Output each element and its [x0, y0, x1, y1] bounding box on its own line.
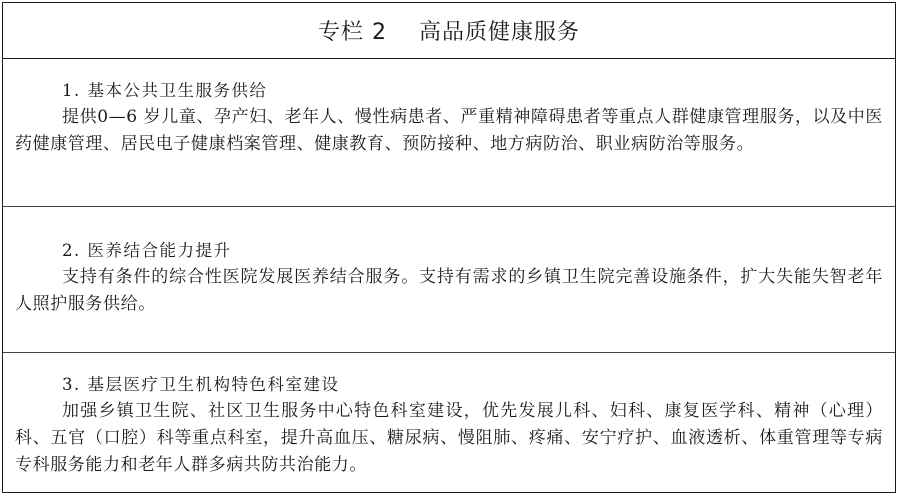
section-heading: 2. 医养结合能力提升	[62, 241, 232, 260]
section-body: 支持有条件的综合性医院发展医养结合服务。支持有需求的乡镇卫生院完善设施条件，扩大失能失智老年人照护服务供给。	[15, 267, 883, 314]
box-title: 专栏 2 高品质健康服务	[318, 20, 580, 45]
feature-box	[2, 2, 896, 493]
section-body: 提供0—6 岁儿童、孕产妇、老年人、慢性病患者、严重精神障碍患者等重点人群健康管理服务，以及中医药健康管理、居民电子健康档案管理、健康教育、预防接种、地方病防治、职业病防治等服务。	[15, 107, 883, 154]
section-medical-elderly-care	[3, 206, 895, 352]
section-specialty-departments	[3, 352, 895, 492]
section-heading: 1. 基本公共卫生服务供给	[62, 81, 268, 100]
section-basic-public-health	[3, 59, 895, 206]
section-body: 加强乡镇卫生院、社区卫生服务中心特色科室建设，优先发展儿科、妇科、康复医学科、精神（心理）科、五官（口腔）科等重点科室，提升高血压、糖尿病、慢阻肺、疼痛、安宁疗护、血液透析、体重管理等专病专科服务能力和老年人群多病共防共治能力。	[15, 401, 883, 475]
title-bar	[3, 3, 895, 59]
section-heading: 3. 基层医疗卫生机构特色科室建设	[62, 375, 340, 394]
